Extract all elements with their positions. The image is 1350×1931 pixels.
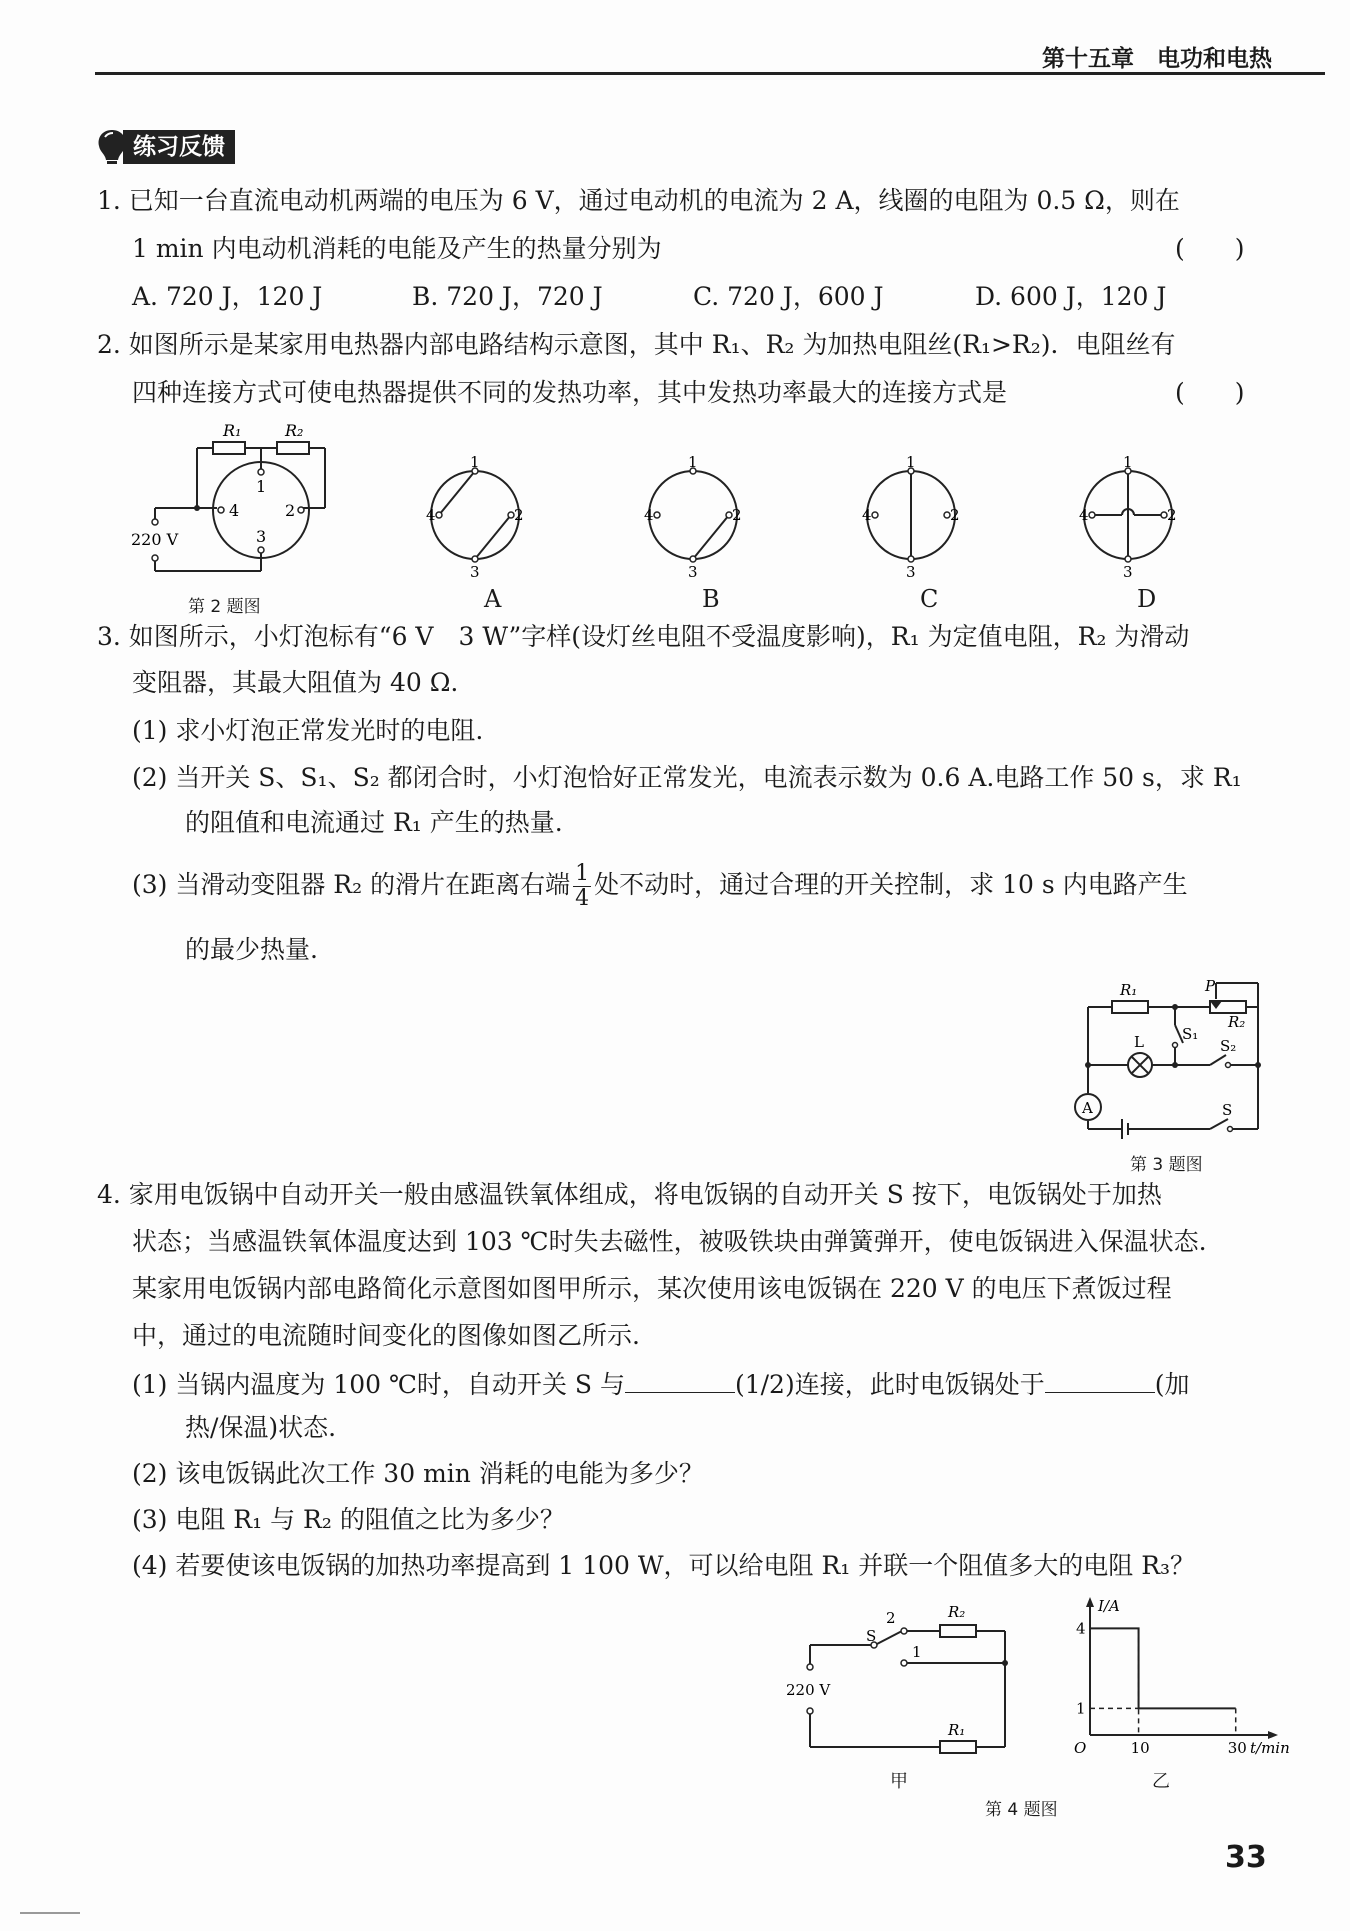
choice-a-t4: 4: [426, 506, 436, 524]
q4-part1-line1: [132, 1368, 1189, 1400]
q3-circuit-diagram: [1070, 975, 1270, 1140]
q2-choice-c-diagram: [862, 453, 960, 585]
q4-part4: (4) 若要使该电饭锅的加热功率提高到 1 100 W，可以给电阻 R₁ 并联一个阻值多大的电阻 R₃？: [132, 1551, 1196, 1580]
q4-switch-label: S: [866, 1627, 877, 1645]
q3-part3-post: 处不动时，通过合理的开关控制，求 10 s 内电路产生: [594, 870, 1188, 899]
q3-part2-line2: 的阻值和电流通过 R₁ 产生的热量.: [185, 808, 563, 837]
q4-part3: (3) 电阻 R₁ 与 R₂ 的阻值之比为多少？: [132, 1505, 565, 1534]
choice-b-t2: 2: [732, 506, 742, 524]
q4-part1-mid: (1/2)连接，此时电饭锅处于: [734, 1370, 1045, 1399]
q4-circuit-jia: [780, 1595, 1020, 1765]
q4-figure-caption: 第 4 题图: [985, 1800, 1058, 1820]
q2-answer-paren: ( ): [1175, 378, 1245, 407]
q4-part2: (2) 该电饭锅此次工作 30 min 消耗的电能为多少？: [132, 1459, 704, 1488]
q2-choice-b-label: B: [702, 585, 720, 613]
q4-part1-line2: 热/保温)状态.: [185, 1413, 337, 1442]
q1-line1: 1. 已知一台直流电动机两端的电压为 6 V，通过电动机的电流为 2 A，线圈的电阻为 0.5 Ω，则在: [97, 186, 1180, 215]
choice-d-t1: 1: [1123, 453, 1133, 471]
q4-terminal-1: 1: [912, 1643, 922, 1661]
section-tag-label: 练习反馈: [123, 130, 235, 164]
q3-r2-label: R₂: [1228, 1013, 1246, 1031]
choice-b-t1: 1: [688, 453, 698, 471]
q2-terminal-4: 4: [229, 501, 240, 520]
q4-r1-label: R₁: [948, 1721, 966, 1739]
q2-choice-c-label: C: [920, 585, 939, 613]
q1-option-c: C. 720 J，600 J: [693, 282, 884, 311]
q3-r1-label: R₁: [1120, 981, 1138, 999]
choice-b-t4: 4: [644, 506, 654, 524]
q4-r2-label: R₂: [948, 1603, 966, 1621]
q4-voltage-label: 220 V: [786, 1681, 831, 1699]
x-tick-label: 10: [1130, 1739, 1150, 1757]
q1-answer-paren: ( ): [1175, 234, 1245, 263]
q2-choice-d-diagram: [1079, 453, 1177, 585]
q3-lamp-label: L: [1134, 1033, 1144, 1051]
q2-choice-a-label: A: [484, 585, 502, 613]
q2-choice-b-diagram: [644, 453, 742, 585]
chart-marks: [1090, 1628, 1236, 1735]
q4-line2: 状态；当感温铁氧体温度达到 103 ℃时失去磁性，被吸铁块由弹簧弹开，使电饭锅进入保温状态.: [132, 1227, 1207, 1256]
chart-axes: [1074, 1597, 1290, 1757]
q3-figure-caption: 第 3 题图: [1130, 1155, 1203, 1175]
q2-line2: 四种连接方式可使电热器提供不同的发热功率，其中发热功率最大的连接方式是: [132, 378, 1008, 407]
current-series-line: [1090, 1628, 1236, 1708]
x-axis-arrow: [1268, 1731, 1278, 1739]
choice-c-t4: 4: [862, 506, 872, 524]
q3-part3-line1: [132, 855, 1188, 915]
choice-c-t1: 1: [906, 453, 916, 471]
q2-figure-caption: 第 2 题图: [188, 597, 261, 617]
q4-line4: 中，通过的电流随时间变化的图像如图乙所示.: [132, 1321, 640, 1350]
choice-c-t3: 3: [906, 563, 916, 581]
page-number: 33: [1225, 1840, 1267, 1875]
q3-fraction: [573, 862, 591, 911]
q2-r2-label: R₂: [285, 421, 304, 440]
y-axis-label: I/A: [1098, 1597, 1120, 1615]
x-tick-label: 30: [1227, 1739, 1247, 1757]
header-rule: [95, 72, 1325, 75]
q2-terminal-2: 2: [285, 501, 296, 520]
q4-answer-blank-1[interactable]: [625, 1368, 735, 1393]
choice-a-t3: 3: [470, 563, 480, 581]
q2-terminal-1: 1: [256, 477, 267, 496]
q4-part1-post: (加: [1154, 1370, 1190, 1399]
q3-s2-label: S₂: [1220, 1037, 1237, 1055]
y-tick-label: 1: [1076, 1699, 1086, 1718]
q3-part1: (1) 求小灯泡正常发光时的电阻.: [132, 716, 484, 745]
q1-option-a: A. 720 J，120 J: [132, 282, 323, 311]
q3-slider-arrow: [1210, 1001, 1222, 1009]
q3-s-label: S: [1222, 1101, 1233, 1119]
q4-answer-blank-2[interactable]: [1045, 1368, 1155, 1393]
choice-d-t2: 2: [1167, 506, 1177, 524]
choice-d-t4: 4: [1079, 506, 1089, 524]
q2-voltage-label: 220 V: [131, 530, 179, 549]
section-tag: [95, 128, 235, 166]
q4-part1-pre: (1) 当锅内温度为 100 ℃时，自动开关 S 与: [132, 1370, 625, 1399]
q4-line1: 4. 家用电饭锅中自动开关一般由感温铁氧体组成，将电饭锅的自动开关 S 按下，电饭锅处于加热: [97, 1180, 1162, 1209]
q3-part3-line2: 的最少热量.: [185, 935, 318, 964]
q2-line1: 2. 如图所示是某家用电热器内部电路结构示意图，其中 R₁、R₂ 为加热电阻丝(R₁>R₂)．电阻丝有: [97, 330, 1176, 359]
choice-a-t1: 1: [470, 453, 480, 471]
q4-terminal-2: 2: [886, 1609, 896, 1627]
q3-part3-pre: (3) 当滑动变阻器 R₂ 的滑片在距离右端: [132, 870, 571, 899]
choice-a-t2: 2: [514, 506, 524, 524]
q4-line3: 某家用电饭锅内部电路简化示意图如图甲所示，某次使用该电饭锅在 220 V 的电压下煮饭过程: [132, 1274, 1172, 1303]
y-tick-label: 4: [1076, 1619, 1086, 1638]
y-axis-arrow: [1086, 1597, 1094, 1607]
choice-d-t3: 3: [1123, 563, 1133, 581]
q3-fraction-denominator: 4: [575, 886, 590, 911]
chapter-title: 第十五章 电功和电热: [1042, 46, 1272, 72]
q3-line2: 变阻器，其最大阻值为 40 Ω.: [132, 668, 459, 697]
q3-line1: 3. 如图所示，小灯泡标有“6 V 3 W”字样(设灯丝电阻不受温度影响)，R₁ 为定值电阻，R₂ 为滑动: [97, 622, 1190, 651]
q4-figure-jia-label: 甲: [890, 1771, 908, 1792]
q2-choice-d-label: D: [1137, 585, 1157, 613]
q4-figure-yi-label: 乙: [1152, 1771, 1170, 1792]
q3-p-label: P: [1205, 977, 1216, 995]
x-axis-label: t/min: [1250, 1739, 1290, 1757]
q2-terminal-3: 3: [256, 527, 267, 546]
page-edge-mark: [20, 1912, 80, 1914]
q3-ammeter-label: A: [1082, 1099, 1093, 1117]
q2-choice-a-diagram: [426, 453, 524, 585]
origin-label: O: [1074, 1739, 1087, 1757]
q1-line2: 1 min 内电动机消耗的电能及产生的热量分别为: [132, 234, 662, 263]
q3-s1-label: S₁: [1182, 1025, 1199, 1043]
q2-r1-label: R₁: [223, 421, 242, 440]
q1-option-b: B. 720 J，720 J: [412, 282, 603, 311]
q3-part2-line1: (2) 当开关 S、S₁、S₂ 都闭合时，小灯泡恰好正常发光，电流表示数为 0.6 A.电路工作 50 s，求 R₁: [132, 763, 1242, 792]
choice-b-t3: 3: [688, 563, 698, 581]
q4-current-time-chart: [1060, 1590, 1290, 1760]
q1-option-d: D. 600 J，120 J: [975, 282, 1167, 311]
q2-circuit-diagram: [125, 418, 345, 588]
choice-c-t2: 2: [950, 506, 960, 524]
q3-fraction-numerator: 1: [575, 861, 590, 886]
